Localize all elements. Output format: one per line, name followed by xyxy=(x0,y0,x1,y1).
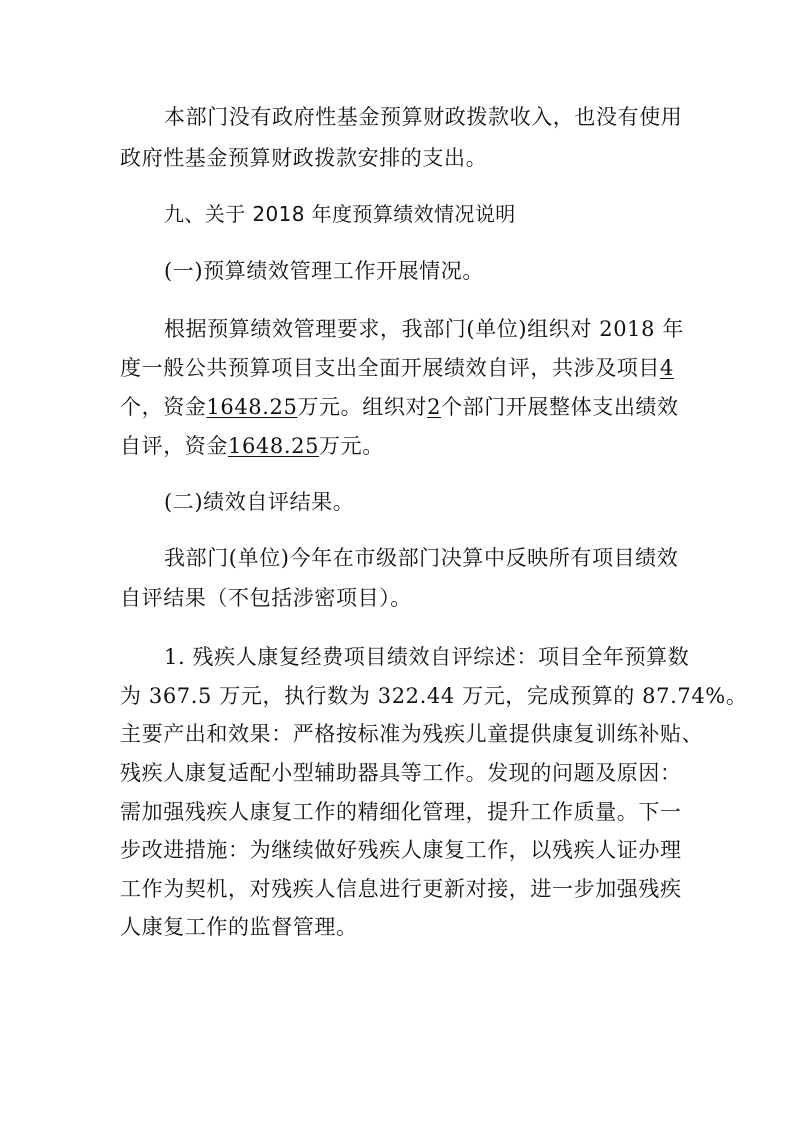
paragraph-4-line-2: 为 367.5 万元，执行数为 322.44 万元，完成预算的 87.74%。 xyxy=(120,684,748,708)
paragraph-1-line-1: 本部门没有政府性基金预算财政拨款收入，也没有使用 xyxy=(164,105,683,129)
paragraph-4-line-6: 步改进措施：为继续做好残疾人康复工作，以残疾人证办理 xyxy=(120,838,682,862)
paragraph-2-line-3-text-c: 个部门开展整体支出绩效 xyxy=(441,395,679,419)
paragraph-1-line-2: 政府性基金预算财政拨款安排的支出。 xyxy=(120,146,488,170)
paragraph-4-line-1: 1. 残疾人康复经费项目绩效自评综述：项目全年预算数 xyxy=(164,645,690,669)
subheading-2: (二)绩效自评结果。 xyxy=(164,490,355,514)
paragraph-2-line-2 xyxy=(120,352,674,384)
project-count-value: 4 xyxy=(660,356,674,380)
project-funds-value: 1648.25 xyxy=(206,395,298,419)
paragraph-3-line-1: 我部门(单位)今年在市级部门决算中反映所有项目绩效 xyxy=(164,546,679,570)
paragraph-4-line-4: 残疾人康复适配小型辅助器具等工作。发现的问题及原因： xyxy=(120,761,682,785)
paragraph-4-line-3: 主要产出和效果：严格按标准为残疾儿童提供康复训练补贴、 xyxy=(120,722,704,746)
paragraph-4-line-7: 工作为契机，对残疾人信息进行更新对接，进一步加强残疾 xyxy=(120,877,682,901)
subheading-1: (一)预算绩效管理工作开展情况。 xyxy=(164,259,484,283)
department-count-value: 2 xyxy=(427,395,442,419)
department-funds-value: 1648.25 xyxy=(228,434,320,458)
paragraph-2-line-4-text-a: 自评，资金 xyxy=(120,434,228,458)
paragraph-2-line-4-text-b: 万元。 xyxy=(319,434,384,458)
paragraph-3-line-2: 自评结果（不包括涉密项目）。 xyxy=(120,586,412,610)
paragraph-2-line-4 xyxy=(120,430,384,462)
paragraph-2-line-3-text-a: 个，资金 xyxy=(120,395,207,419)
paragraph-4-line-5: 需加强残疾人康复工作的精细化管理，提升工作质量。下一 xyxy=(120,800,682,824)
paragraph-4-line-8: 人康复工作的监督管理。 xyxy=(120,915,358,939)
paragraph-2-line-1: 根据预算绩效管理要求，我部门(单位)组织对 2018 年 xyxy=(164,317,684,341)
paragraph-2-line-3 xyxy=(120,391,679,423)
section-heading: 九、关于 2018 年度预算绩效情况说明 xyxy=(164,202,516,226)
paragraph-2-line-2-text: 度一般公共预算项目支出全面开展绩效自评，共涉及项目 xyxy=(120,356,660,380)
paragraph-2-line-3-text-b: 万元。组织对 xyxy=(297,395,428,419)
